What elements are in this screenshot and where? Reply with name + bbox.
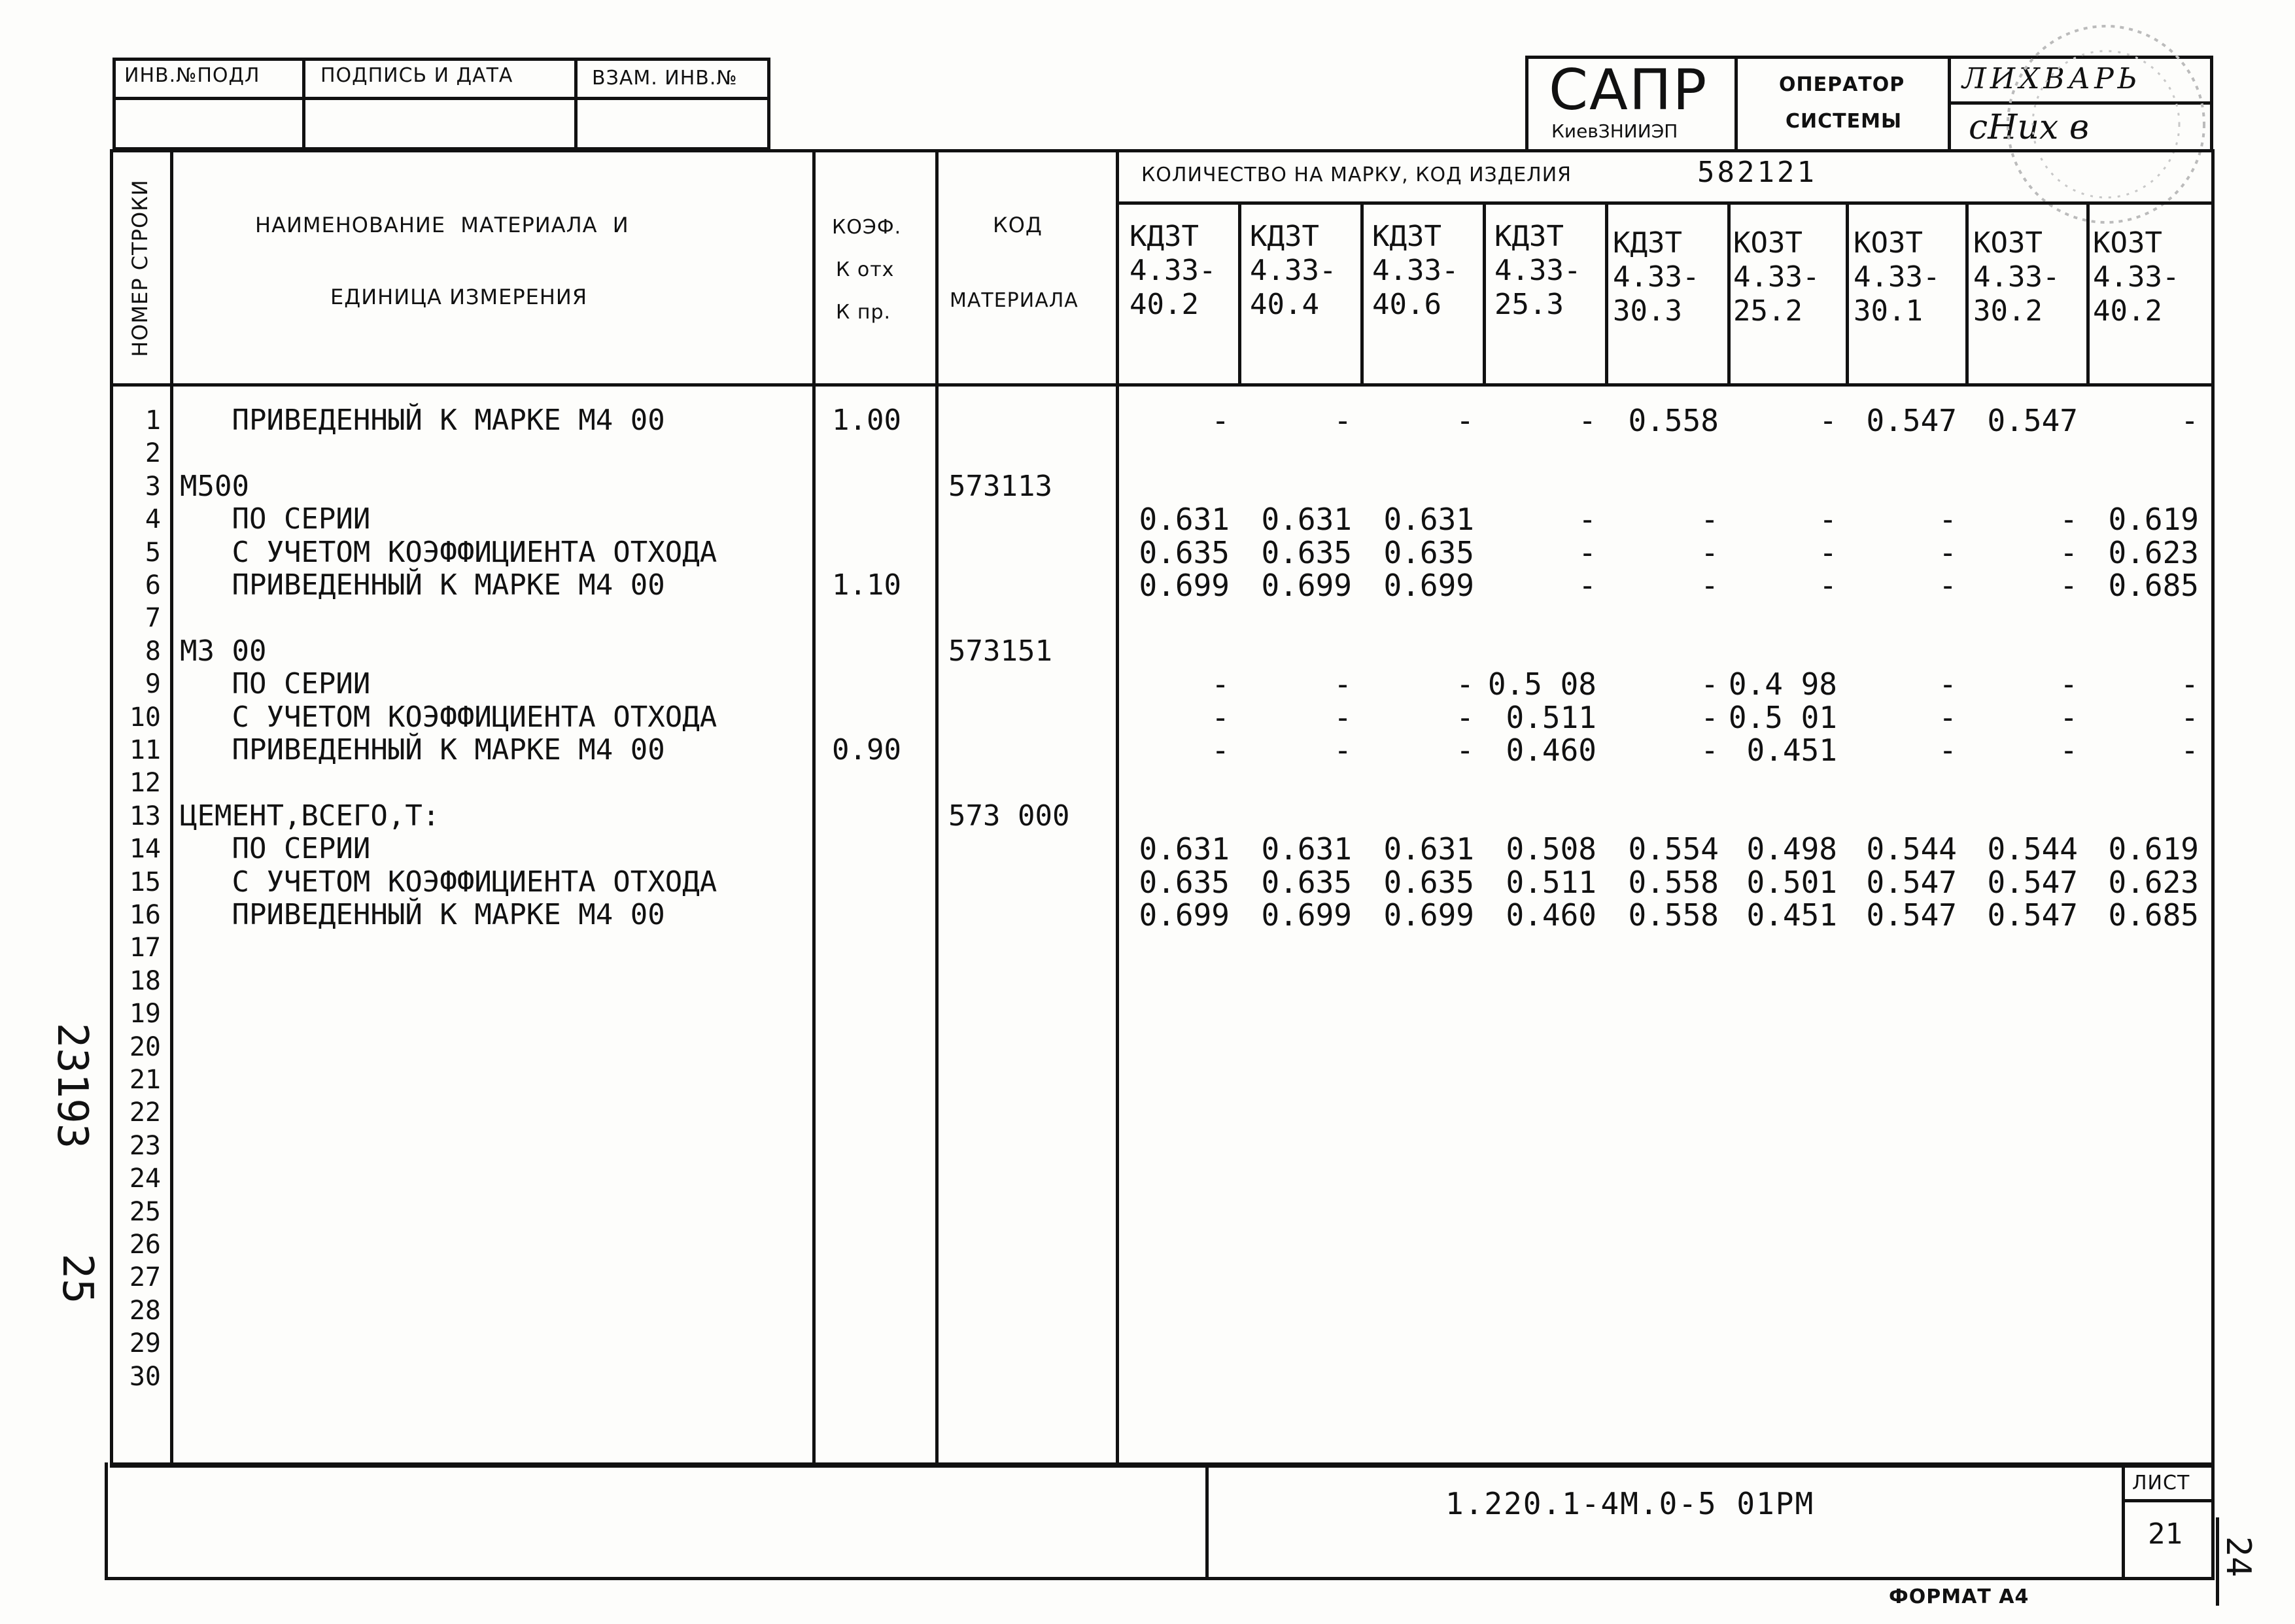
row-value: - <box>1334 403 1352 438</box>
line-number: 21 <box>129 1065 161 1095</box>
line-number: 22 <box>129 1097 161 1128</box>
row-value: 0.508 <box>1506 831 1596 867</box>
footer-divider <box>2122 1462 2125 1580</box>
line-number: 16 <box>129 900 161 930</box>
line-number: 20 <box>129 1031 161 1062</box>
material-name-header-2: ЕДИНИЦА ИЗМЕРЕНИЯ <box>330 285 588 309</box>
data-bottom-line <box>110 1462 2215 1466</box>
product-divider <box>1238 203 1241 386</box>
row-value: - <box>1700 733 1719 768</box>
line-number: 11 <box>129 735 161 765</box>
row-value: - <box>1578 568 1596 603</box>
product-code: 582121 <box>1697 156 1817 189</box>
row-value: 0.5 08 <box>1487 666 1596 702</box>
document-code: 1.220.1-4М.0-5 01РМ <box>1445 1486 1815 1521</box>
row-value: - <box>2181 699 2199 735</box>
stamp-divider <box>302 58 305 150</box>
row-value: 0.554 <box>1628 831 1719 867</box>
row-name: С УЧЕТОМ КОЭФФИЦИЕНТА ОТХОДА <box>180 535 717 569</box>
col-divider <box>1116 149 1119 1462</box>
row-value: 0.699 <box>1139 568 1230 603</box>
row-value: 0.699 <box>1383 897 1474 933</box>
line-number: 12 <box>129 768 161 799</box>
line-number: 28 <box>129 1295 161 1326</box>
product-header-2: КДЗТ 4.33- 40.4 <box>1250 220 1337 321</box>
inv-podl-label: ИНВ.№ПОДЛ <box>124 64 260 87</box>
operator-signature-2: сНих в <box>1969 108 2090 147</box>
line-number: 17 <box>129 933 161 963</box>
row-value: 0.699 <box>1139 897 1230 933</box>
row-value: - <box>1939 699 1957 735</box>
row-value: - <box>1939 733 1957 768</box>
row-coef: 1.10 <box>832 568 901 602</box>
row-value: 0.631 <box>1139 831 1230 867</box>
product-header-8: КОЗТ 4.33- 30.2 <box>1973 226 2060 328</box>
stamp-divider <box>574 58 578 150</box>
coef-header-1: КОЭФ. <box>832 216 902 239</box>
row-material-code: 573113 <box>948 469 1052 503</box>
product-divider <box>2086 203 2090 386</box>
line-number: 3 <box>145 471 161 502</box>
row-value: - <box>1334 666 1352 702</box>
line-number: 9 <box>145 669 161 700</box>
row-value: - <box>2060 666 2078 702</box>
coef-header-3: К пр. <box>836 301 891 324</box>
org-name: КиевЗНИИЭП <box>1551 120 1678 142</box>
row-value: - <box>1456 666 1474 702</box>
row-value: - <box>1700 568 1719 603</box>
product-header-9: КОЗТ 4.33- 40.2 <box>2093 226 2180 328</box>
sapr-title: САПР <box>1549 58 1708 123</box>
line-number: 19 <box>129 999 161 1029</box>
row-value: - <box>2060 699 2078 735</box>
inventory-number: 23193 <box>48 1022 96 1149</box>
row-value: 0.635 <box>1139 534 1230 570</box>
row-value: 0.547 <box>1987 897 2078 933</box>
row-value: - <box>1456 699 1474 735</box>
line-number: 29 <box>129 1328 161 1359</box>
footer-divider <box>2122 1499 2215 1502</box>
row-value: 0.5 01 <box>1728 699 1837 735</box>
product-header-1: КДЗТ 4.33- 40.2 <box>1130 220 1217 321</box>
row-name: ПРИВЕДЕННЫЙ К МАРКЕ М4 00 <box>180 898 665 931</box>
line-number: 25 <box>129 1196 161 1227</box>
line-number: 15 <box>129 867 161 897</box>
row-value: 0.558 <box>1628 897 1719 933</box>
row-value: 0.631 <box>1261 502 1352 538</box>
row-value: - <box>1578 534 1596 570</box>
quantity-header: КОЛИЧЕСТВО НА МАРКУ, КОД ИЗДЕЛИЯ <box>1141 164 1572 186</box>
corner-number: 24 <box>2218 1536 2258 1578</box>
line-number: 2 <box>145 438 161 469</box>
row-value: - <box>1578 502 1596 538</box>
vzam-inv-label: ВЗАМ. ИНВ.№ <box>592 67 738 90</box>
row-value: - <box>1700 666 1719 702</box>
line-number: 18 <box>129 965 161 996</box>
product-header-4: КДЗТ 4.33- 25.3 <box>1494 220 1581 321</box>
row-value: 0.631 <box>1383 831 1474 867</box>
row-value: 0.623 <box>2108 534 2199 570</box>
line-number: 30 <box>129 1361 161 1392</box>
row-value: 0.4 98 <box>1728 666 1837 702</box>
row-value: - <box>2181 666 2199 702</box>
row-name: ПО СЕРИИ <box>180 832 371 866</box>
row-value: - <box>1700 699 1719 735</box>
line-number: 6 <box>145 570 161 600</box>
row-name: ПРИВЕДЕННЫЙ К МАРКЕ М4 00 <box>180 404 665 437</box>
product-divider <box>1605 203 1608 386</box>
row-value: 0.511 <box>1506 699 1596 735</box>
row-value: 0.547 <box>1866 864 1957 900</box>
row-value: - <box>2060 733 2078 768</box>
col-divider <box>812 149 816 1462</box>
row-value: 0.623 <box>2108 864 2199 900</box>
col-divider <box>170 149 173 1462</box>
row-value: - <box>1211 666 1230 702</box>
row-value: - <box>1819 502 1837 538</box>
row-value: 0.451 <box>1746 897 1837 933</box>
row-value: - <box>1939 534 1957 570</box>
row-material-code: 573 000 <box>948 799 1070 833</box>
row-name: ПО СЕРИИ <box>180 667 371 701</box>
row-value: 0.635 <box>1383 864 1474 900</box>
line-number: 24 <box>129 1164 161 1194</box>
row-value: - <box>1819 403 1837 438</box>
row-value: 0.685 <box>2108 897 2199 933</box>
line-number: 13 <box>129 801 161 831</box>
row-value: 0.558 <box>1628 864 1719 900</box>
row-value: - <box>1211 733 1230 768</box>
operator-label: ОПЕРАТОР <box>1779 73 1905 96</box>
product-divider <box>1965 203 1969 386</box>
row-value: 0.619 <box>2108 831 2199 867</box>
footer-left-edge <box>105 1462 108 1580</box>
row-value: - <box>1939 568 1957 603</box>
row-value: - <box>1334 733 1352 768</box>
product-header-5: КДЗТ 4.33- 30.3 <box>1613 226 1700 328</box>
product-divider <box>1483 203 1486 386</box>
row-value: - <box>2060 502 2078 538</box>
row-value: 0.631 <box>1261 831 1352 867</box>
podpis-data-label: ПОДПИСЬ И ДАТА <box>320 64 513 87</box>
footer-divider <box>1205 1462 1209 1580</box>
row-value: - <box>2181 733 2199 768</box>
row-value: 0.498 <box>1746 831 1837 867</box>
product-divider <box>1360 203 1364 386</box>
row-value: 0.547 <box>1866 897 1957 933</box>
row-value: - <box>2060 568 2078 603</box>
row-value: - <box>1456 733 1474 768</box>
row-value: - <box>1939 666 1957 702</box>
code-header-1: КОД <box>993 213 1043 237</box>
row-value: 0.699 <box>1261 568 1352 603</box>
row-value: 0.460 <box>1506 897 1596 933</box>
row-value: 0.635 <box>1261 864 1352 900</box>
row-value: - <box>1700 534 1719 570</box>
row-value: - <box>1334 699 1352 735</box>
row-material-code: 573151 <box>948 634 1052 668</box>
row-value: - <box>1578 403 1596 438</box>
row-value: 0.631 <box>1383 502 1474 538</box>
line-number: 23 <box>129 1130 161 1161</box>
row-value: 0.547 <box>1987 403 2078 438</box>
row-value: 0.544 <box>1987 831 2078 867</box>
line-number: 5 <box>145 537 161 568</box>
line-number: 4 <box>145 504 161 535</box>
product-divider <box>1727 203 1731 386</box>
row-value: 0.699 <box>1383 568 1474 603</box>
row-value: 0.501 <box>1746 864 1837 900</box>
quantity-header-line <box>1116 201 2215 205</box>
product-divider <box>1846 203 1849 386</box>
list-label: ЛИСТ <box>2132 1472 2190 1494</box>
list-number: 21 <box>2148 1517 2183 1551</box>
row-name: М500 <box>180 469 249 503</box>
row-value: 0.460 <box>1506 733 1596 768</box>
sistemy-label: СИСТЕМЫ <box>1786 110 1903 133</box>
coef-header-2: К отх <box>836 258 895 281</box>
row-value: - <box>1211 699 1230 735</box>
line-number: 7 <box>145 603 161 634</box>
row-value: - <box>2060 534 2078 570</box>
row-value: 0.635 <box>1139 864 1230 900</box>
stamp-divider <box>1734 56 1738 152</box>
row-value: 0.511 <box>1506 864 1596 900</box>
row-name: ПРИВЕДЕННЫЙ К МАРКЕ М4 00 <box>180 733 665 767</box>
row-number-header: НОМЕР СТРОКИ <box>128 179 152 357</box>
row-value: 0.631 <box>1139 502 1230 538</box>
row-value: 0.544 <box>1866 831 1957 867</box>
line-number: 8 <box>145 636 161 666</box>
header-bottom-line <box>110 383 2215 387</box>
row-name: ПРИВЕДЕННЫЙ К МАРКЕ М4 00 <box>180 568 665 602</box>
row-value: - <box>1819 568 1837 603</box>
row-value: 0.451 <box>1746 733 1837 768</box>
stamp-divider <box>112 97 770 100</box>
row-value: - <box>2181 403 2199 438</box>
code-header-2: МАТЕРИАЛА <box>950 289 1078 312</box>
row-value: 0.699 <box>1261 897 1352 933</box>
row-value: - <box>1819 534 1837 570</box>
line-number: 14 <box>129 834 161 865</box>
col-divider <box>935 149 939 1462</box>
row-name: С УЧЕТОМ КОЭФФИЦИЕНТА ОТХОДА <box>180 865 717 899</box>
product-header-7: КОЗТ 4.33- 30.1 <box>1854 226 1941 328</box>
operator-signature-1: ЛИХВАРЬ <box>1962 62 2141 95</box>
row-coef: 1.00 <box>832 404 901 437</box>
row-value: - <box>1700 502 1719 538</box>
row-value: 0.685 <box>2108 568 2199 603</box>
row-value: - <box>1456 403 1474 438</box>
format-label: ФОРМАТ А4 <box>1889 1585 2029 1608</box>
row-value: - <box>1211 403 1230 438</box>
line-number: 27 <box>129 1262 161 1293</box>
row-name: М3 00 <box>180 634 267 668</box>
line-number: 10 <box>129 702 161 733</box>
product-header-6: КОЗТ 4.33- 25.2 <box>1733 226 1820 328</box>
row-value: 0.558 <box>1628 403 1719 438</box>
footer-right-edge <box>2211 1462 2215 1580</box>
row-name: ЦЕМЕНТ,ВСЕГО,Т: <box>180 799 440 833</box>
row-value: 0.635 <box>1383 534 1474 570</box>
line-number: 26 <box>129 1230 161 1260</box>
row-value: 0.547 <box>1987 864 2078 900</box>
product-header-3: КДЗТ 4.33- 40.6 <box>1372 220 1459 321</box>
row-value: 0.547 <box>1866 403 1957 438</box>
row-name: С УЧЕТОМ КОЭФФИЦИЕНТА ОТХОДА <box>180 700 717 734</box>
footer-bottom-line <box>105 1577 2215 1580</box>
side-number-25: 25 <box>53 1253 101 1304</box>
row-value: 0.619 <box>2108 502 2199 538</box>
row-name: ПО СЕРИИ <box>180 502 371 536</box>
line-number: 1 <box>145 406 161 436</box>
material-name-header-1: НАИМЕНОВАНИЕ МАТЕРИАЛА И <box>255 213 629 237</box>
row-coef: 0.90 <box>832 733 901 767</box>
row-value: - <box>1939 502 1957 538</box>
row-value: 0.635 <box>1261 534 1352 570</box>
